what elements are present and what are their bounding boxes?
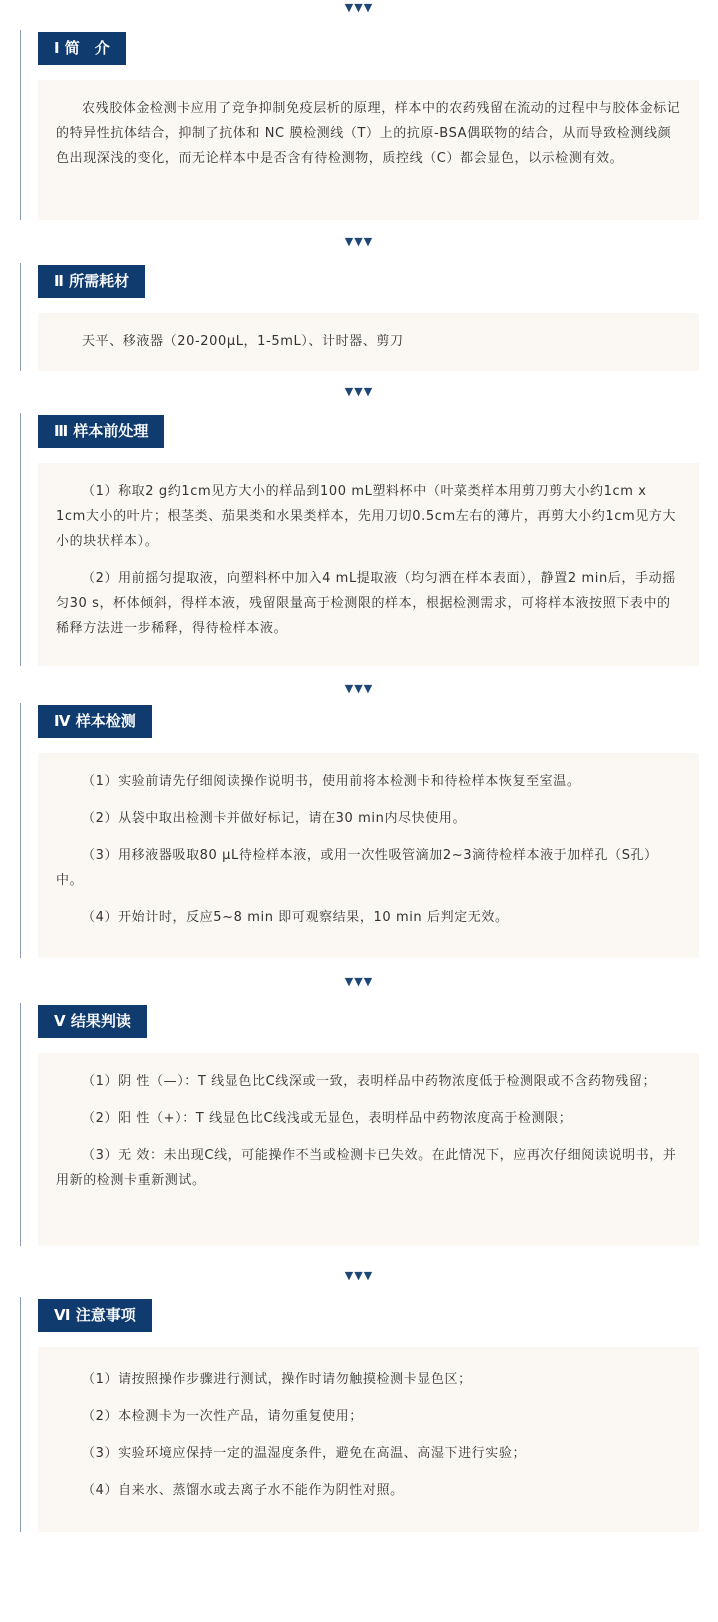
paragraph: （3）用移液器吸取80 μL待检样本液，或用一次性吸管滴加2~3滴待检样本液于加样孔（S孔）中。 bbox=[56, 848, 658, 888]
section-side-bar bbox=[20, 30, 21, 220]
divider-arrows: ▼▼▼ bbox=[344, 682, 374, 695]
paragraph: （1）请按照操作步骤进行测试，操作时请勿触摸检测卡显色区； bbox=[82, 1372, 472, 1387]
section-side-bar bbox=[20, 703, 21, 958]
paragraph: （1）称取2 g约1cm见方大小的样品到100 mL塑料杯中（叶菜类样本用剪刀剪大小约1cm x 1cm大小的叶片；根茎类、茄果类和水果类样本，先用刀切0.5cm左右的薄片，再剪大小约1cm见方大小的块状样本）。 bbox=[56, 484, 677, 549]
section-heading: Ⅵ 注意事项 bbox=[38, 1299, 152, 1332]
section-precautions bbox=[20, 1297, 699, 1532]
section-sample-testing bbox=[20, 703, 699, 958]
section-content-box bbox=[38, 80, 699, 220]
paragraph: （1）阴 性（—）：T 线显色比C线深或一致，表明样品中药物浓度低于检测限或不含药物残留； bbox=[82, 1074, 657, 1089]
section-materials bbox=[20, 263, 699, 371]
paragraph: 农残胶体金检测卡应用了竞争抑制免疫层析的原理，样本中的农药残留在流动的过程中与胶体金标记的特异性抗体结合，抑制了抗体和 NC 膜检测线（T）上的抗原-BSA偶联物的结合，从而导致检测线颜色出现深浅的变化，而无论样本中是否含有待检测物，质控线（C）都会显色，以示检测有效。 bbox=[56, 101, 681, 166]
section-side-bar bbox=[20, 1297, 21, 1532]
section-content-box bbox=[38, 463, 699, 666]
section-content-box bbox=[38, 1347, 699, 1532]
section-introduction bbox=[20, 30, 699, 220]
paragraph: （3）无 效：未出现C线，可能操作不当或检测卡已失效。在此情况下，应再次仔细阅读说明书，并用新的检测卡重新测试。 bbox=[56, 1148, 677, 1188]
section-heading: Ⅳ 样本检测 bbox=[38, 705, 152, 738]
divider-arrows: ▼▼▼ bbox=[344, 1, 374, 14]
section-side-bar bbox=[20, 263, 21, 371]
section-heading: Ⅴ 结果判读 bbox=[38, 1005, 147, 1038]
section-result-interpretation bbox=[20, 1003, 699, 1246]
divider-arrows: ▼▼▼ bbox=[344, 385, 374, 398]
paragraph: （2）本检测卡为一次性产品，请勿重复使用； bbox=[82, 1409, 363, 1424]
paragraph: （3）实验环境应保持一定的温湿度条件，避免在高温、高湿下进行实验； bbox=[82, 1446, 527, 1461]
paragraph: （4）自来水、蒸馏水或去离子水不能作为阴性对照。 bbox=[82, 1483, 404, 1498]
section-heading: Ⅲ 样本前处理 bbox=[38, 415, 164, 448]
paragraph: 天平、移液器（20-200μL，1-5mL）、计时器、剪刀 bbox=[82, 334, 404, 349]
section-content-box bbox=[38, 313, 699, 371]
paragraph: （2）阳 性（+）：T 线显色比C线浅或无显色，表明样品中药物浓度高于检测限； bbox=[82, 1111, 573, 1126]
divider-arrows: ▼▼▼ bbox=[344, 975, 374, 988]
divider-arrows: ▼▼▼ bbox=[344, 1269, 374, 1282]
section-heading: Ⅰ 简 介 bbox=[38, 32, 126, 65]
paragraph: （4）开始计时，反应5~8 min 即可观察结果，10 min 后判定无效。 bbox=[82, 910, 509, 925]
divider-arrows: ▼▼▼ bbox=[344, 235, 374, 248]
section-side-bar bbox=[20, 1003, 21, 1246]
section-heading: Ⅱ 所需耗材 bbox=[38, 265, 145, 298]
section-content-box bbox=[38, 1053, 699, 1246]
paragraph: （2）用前摇匀提取液，向塑料杯中加入4 mL提取液（均匀洒在样本表面），静置2 min后，手动摇匀30 s，杯体倾斜，得样本液，残留限量高于检测限的样本，根据检测需求，可将样本液按照下表中的稀释方法进一步稀释，得待检样本液。 bbox=[56, 571, 676, 636]
paragraph: （2）从袋中取出检测卡并做好标记，请在30 min内尽快使用。 bbox=[82, 811, 467, 826]
paragraph: （1）实验前请先仔细阅读操作说明书，使用前将本检测卡和待检样本恢复至室温。 bbox=[82, 774, 581, 789]
section-content-box bbox=[38, 753, 699, 958]
section-sample-preparation bbox=[20, 413, 699, 666]
section-side-bar bbox=[20, 413, 21, 666]
